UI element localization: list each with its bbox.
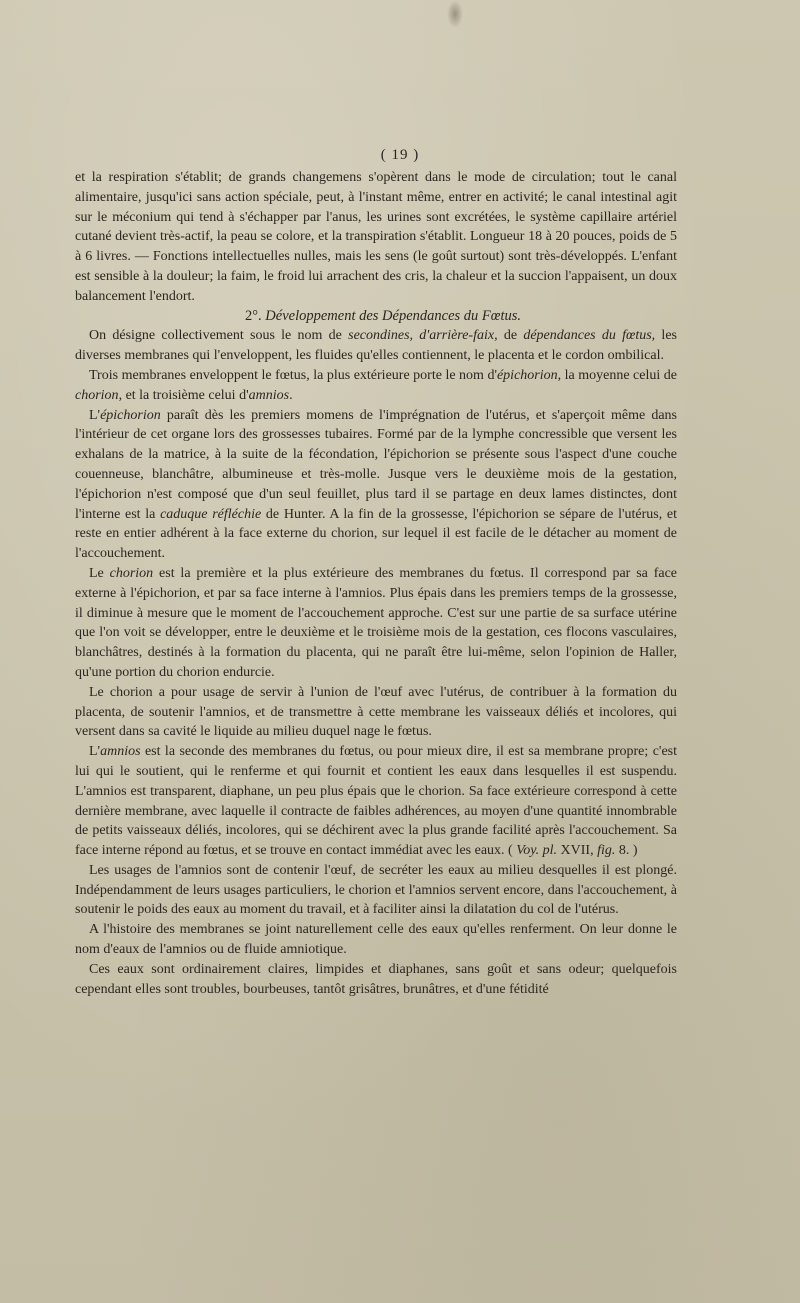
paragraph-amnios: L'amnios est la seconde des membranes du fœtus, ou pour mieux dire, il est sa membrane propre; c'est lui qui le soutient, qui le renferme et qui fournit et contient les eaux dans lesquelles il est suspendu. L'amnios est transparent, diaphane, un peu plus épais que le chorion. Sa face extérieure correspond à cette dernière membrane, avec laquelle il contracte de faibles adhérences, au moyen d'une quantité innombrable de petits vaisseaux déliés, incolores, qui se déchirent avec la plus grande facilité après l'accouchement. Sa face interne répond au fœtus, et se trouve en contact immédiat avec les eaux. ( Voy. pl. XVII, fig. 8. ) [75, 744, 677, 859]
paragraph-chorion: Le chorion est la première et la plus extérieure des membranes du fœtus. Il correspond par sa face externe à l'épichorion, et par sa face interne à l'amnios. Plus épais dans les premiers temps de la grossesse, il diminue à mesure que le moment de l'accouchement approche. C'est sur une partie de sa surface utérine que l'on voit se développer, entre le deuxième et le troisième mois de la gestation, ces flocons vasculaires, blanchâtres, destinés à la formation du placenta, qui ne paraît être lui-même, selon l'opinion de Haller, qu'une portion du chorion endurcie. [75, 565, 678, 680]
paragraph-chorion-usage: Le chorion a pour usage de servir à l'union de l'œuf avec l'utérus, de contribuer à la formation du placenta, de soutenir l'amnios, et de transmettre à cette membrane les vaisseaux déliés et incolores, qui versent dans sa cavité le liquide au milieu duquel nage le fœtus. [75, 684, 677, 740]
ink-stain [447, 0, 463, 28]
section-number: 2°. [244, 307, 262, 324]
intro-paragraph: et la respiration s'établit; de grands changemens s'opèrent dans le mode de circulation; tout le canal alimentaire, jusqu'ici sans action spéciale, peut, à l'instant même, entrer en activité; le canal intestinal agit sur le méconium qui tend à s'échapper par l'anus, les urines sont excrétées, le système capillaire artériel cutané devient très-actif, la peau se colore, et la transpiration s'établit. Longueur 18 à 20 pouces, poids de 5 à 6 livres. — Fonctions intellectuelles nulles, mais les sens (le goût surtout) sont très-développés. L'enfant est sensible à la douleur; la faim, le froid lui arrachent des cris, la chaleur et la succion l'appaisent, un doux balancement l'endort. [75, 170, 677, 304]
page-body [75, 168, 677, 999]
section-title: Développement des Dépendances du Fœtus. [265, 307, 521, 324]
paragraph-eaux: A l'histoire des membranes se joint naturellement celle des eaux qu'elles renferment. On leur donne le nom d'eaux de l'amnios ou de fluide amniotique. [75, 922, 677, 958]
paragraph-three-membranes: Trois membranes enveloppent le fœtus, la plus extérieure porte le nom d'épichorion, la moyenne celui de chorion, et la troisième celui d'amnios. [75, 367, 677, 403]
paragraph-eaux-description: Ces eaux sont ordinairement claires, limpides et diaphanes, sans goût et sans odeur; quelquefois cependant elles sont troubles, bourbeuses, tantôt grisâtres, brunâtres, et d'une fétidité [75, 961, 677, 997]
paragraph-secondines: On désigne collectivement sous le nom de secondines, d'arrière-faix, de dépendances du fœtus, les diverses membranes qui l'enveloppent, les fluides qu'elles contiennent, le placenta et le cordon ombilical. [75, 328, 677, 364]
paragraph-amnios-usage: Les usages de l'amnios sont de contenir l'œuf, de secréter les eaux au milieu desquelles il est plongé. Indépendamment de leurs usages particuliers, le chorion et l'amnios servent encore, dans l'accouchement, à soutenir le poids des eaux au moment du travail, et à faciliter ainsi la dilatation du col de l'utérus. [75, 862, 677, 918]
paragraph-epichorion: L'épichorion paraît dès les premiers momens de l'imprégnation de l'utérus, et s'aperçoit même dans l'intérieur de cet organe lors des grossesses tubaires. Formé par de la lymphe concressible que versent les exhalans de la matrice, à la suite de la fécondation, l'épichorion se présente sous l'aspect d'une couche couenneuse, blanchâtre, albumineuse et très-molle. Jusque vers le deuxième mois de la gestation, l'épichorion n'est composé que d'un seul feuillet, plus tard il se partage en deux lames distinctes, dont l'interne est la caduque réfléchie de Hunter. A la fin de la grossesse, l'épichorion se sépare de l'utérus, et reste en entier adhérent à la face externe du chorion, sur lequel il est facile de le détacher au moment de l'accouchement. [75, 407, 678, 562]
page-number: ( 19 ) [380, 147, 420, 163]
section-heading [75, 307, 677, 327]
